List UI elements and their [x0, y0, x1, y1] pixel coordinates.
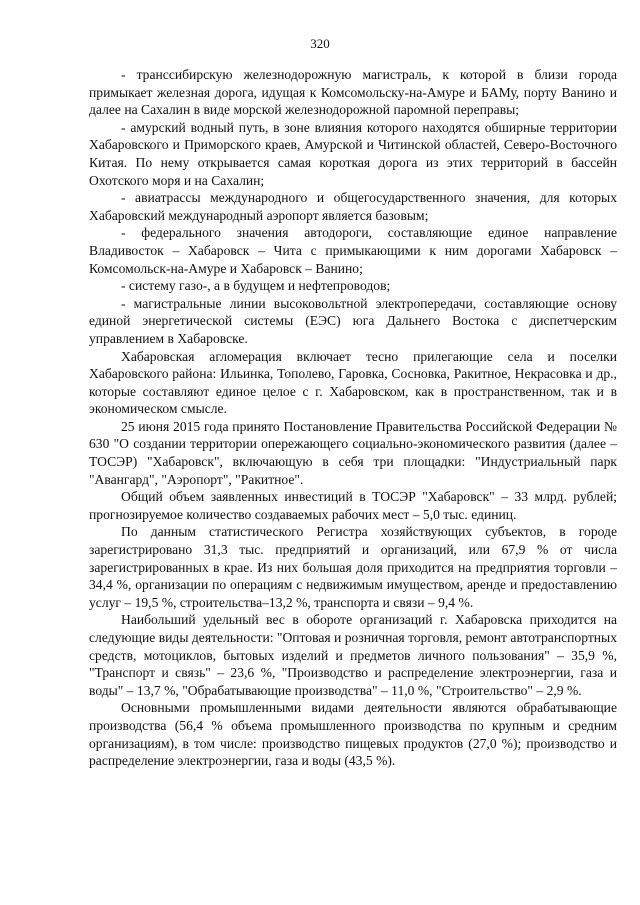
paragraph-investments: Общий объем заявленных инвестиций в ТОСЭР "Хабаровск" – 33 млрд. рублей; прогнозируемое количество создаваемых рабочих мест – 5,0 тыс. единиц.	[89, 489, 617, 522]
paragraph-turnover: Наибольший удельный вес в обороте организаций г. Хабаровска приходится на следующие виды деятельности: "Оптовая и розничная торговля, ремонт автотранспортных средств, мотоциклов, бытовых изделий и предметов личного пользования" – 35,9 %, "Транспорт и связь" – 23,6 %, "Производство и распределение электроэнергии, газа и воды" – 13,7 %, "Обрабатывающие производства" – 11,0 %, "Строительство" – 2,9 %.	[89, 612, 617, 698]
page-number: 320	[310, 36, 330, 51]
paragraph-pipelines: - систему газо-, а в будущем и нефтепроводов;	[121, 278, 391, 294]
paragraph-registry: По данным статистического Регистра хозяйствующих субъектов, в городе зарегистрировано 31,3 тыс. предприятий и организаций, или 67,9 % от числа зарегистрированных в крае. Из них большая доля приходится на предприятия торговли – 34,4 %, организации по операциям с недвижимым имуществом, аренде и предоставлению услуг – 19,5 %, строительства–13,2 %, транспорта и связи – 9,4 %.	[89, 524, 617, 610]
paragraph-transsib: - транссибирскую железнодорожную магистраль, к которой в близи города примыкает железная дорога, идущая к Комсомольску-на-Амуре и БАМу, порту Ванино и далее на Сахалин в виде морской железнодорожной паромной переправы;	[89, 67, 617, 118]
paragraph-highways: - федерального значения автодороги, составляющие единое направление Владивосток – Хабаровск – Чита с примыкающими к ним дорогами Хабаровск – Комсомольск-на-Амуре и Хабаровск – Ванино;	[89, 225, 617, 276]
paragraph-power-lines: - магистральные линии высоковольтной электропередачи, составляющие основу единой энергетической системы (ЕЭС) юга Дальнего Востока с диспетчерским управлением в Хабаровске.	[89, 295, 617, 346]
paragraph-tosep-resolution: 25 июня 2015 года принято Постановление Правительства Российской Федерации № 630 "О создании территории опережающего социально-экономического развития (далее – ТОСЭР) "Хабаровск", включающую в себя три площадки: "Индустриальный парк "Авангард", "Аэропорт", "Ракитное".	[89, 418, 617, 487]
document-body	[89, 66, 617, 770]
paragraph-airways: - авиатрассы международного и общегосударственного значения, для которых Хабаровский международный аэропорт является базовым;	[89, 190, 617, 223]
paragraph-amur-waterway: - амурский водный путь, в зоне влияния которого находятся обширные территории Хабаровского и Приморского краев, Амурской и Читинской областей, Северо-Восточного Китая. По нему открывается самая короткая дорога из этих территорий в бассейн Охотского моря и на Сахалин;	[89, 119, 617, 188]
paragraph-agglomeration: Хабаровская агломерация включает тесно прилегающие села и поселки Хабаровского района: Ильинка, Тополево, Гаровка, Сосновка, Ракитное, Некрасовка и др., которые составляют единое целое с г. Хабаровском, как в пространственном, так и в экономическом смысле.	[89, 348, 617, 417]
paragraph-industry: Основными промышленными видами деятельности являются обрабатывающие производства (56,4 % объема промышленного производства по крупным и средним организациям), в том числе: производство пищевых продуктов (27,0 %); производство и распределение электроэнергии, газа и воды (43,5 %).	[89, 700, 617, 769]
